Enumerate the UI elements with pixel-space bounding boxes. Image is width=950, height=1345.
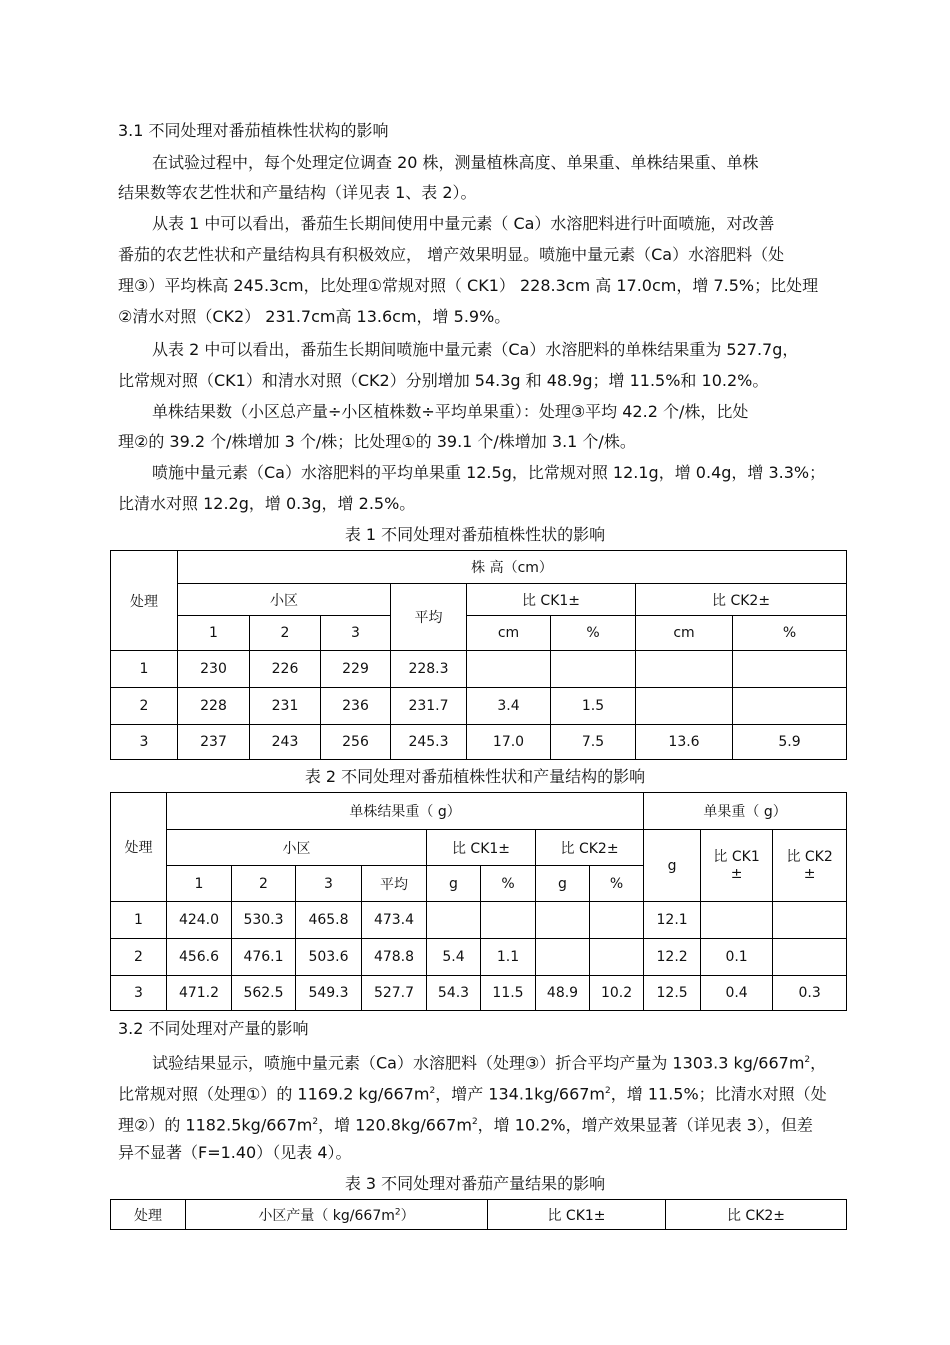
table-cell: 530.3 [232,902,296,939]
table-cell [773,902,847,939]
table-cell: 13.6 [636,725,733,760]
t3-header-yield-end: ） [400,1207,415,1224]
text-run: 理②）的 1182.5kg/667m [118,1115,313,1135]
table-cell: 237 [178,725,250,760]
table-cell: 1 [111,902,167,939]
t2-header-ck2-pct: % [590,866,644,902]
table-cell: 1.1 [481,939,536,976]
paragraph-line: 结果数等农艺性状和产量结构（详见表 1、表 2）。 [118,183,477,202]
superscript: 2 [429,1086,436,1096]
paragraph-line: 比清水对照 12.2g，增 0.3g，增 2.5%。 [118,494,416,513]
t2-header-plot-1: 1 [167,866,232,902]
table1-caption: 表 1 不同处理对番茄植株性状的影响 [344,525,606,544]
table-cell [733,651,847,688]
t2-header-ck1: 比 CK1± [427,830,536,866]
paragraph-line: 理③）平均株高 245.3cm，比处理①常规对照（ CK1） 228.3cm 高 17.0cm，增 7.5%；比处理 [118,276,819,295]
table-row [111,725,847,760]
text-run: ，增 11.5%；比清水对照（处 [610,1084,827,1104]
table2-caption: 表 2 不同处理对番茄植株性状和产量结构的影响 [304,767,646,786]
t1-header-ck1-cm: cm [467,616,551,651]
section-heading-3-2: 3.2 不同处理对产量的影响 [118,1019,309,1038]
t2-header-fruit-g: g [644,830,701,902]
table-cell: 456.6 [167,939,232,976]
table-cell: 527.7 [362,976,427,1011]
table-cell: 465.8 [296,902,362,939]
paragraph-line [118,1081,846,1104]
table-cell: 231 [250,688,321,725]
paragraph-line: 单株结果数（小区总产量÷小区植株数÷平均单果重）：处理③平均 42.2 个/株，比处 [152,402,749,421]
table-cell: 228.3 [391,651,467,688]
table-cell: 562.5 [232,976,296,1011]
t2-header-ck1-g: g [427,866,481,902]
table-cell: 7.5 [551,725,636,760]
table-cell: 54.3 [427,976,481,1011]
t1-header-treatment: 处理 [111,551,178,651]
t3-header-ck2: 比 CK2± [666,1200,847,1230]
t1-header-ck2-cm: cm [636,616,733,651]
paragraph-line: 从表 2 中可以看出，番茄生长期间喷施中量元素（Ca）水溶肥料的单株结果重为 527.7g， [152,340,799,359]
paragraph-line: ②清水对照（CK2） 231.7cm高 13.6cm，增 5.9%。 [118,307,511,326]
table-cell [733,688,847,725]
table-cell [636,688,733,725]
table-cell: 2 [111,939,167,976]
t1-header-plot: 小区 [178,584,391,616]
superscript: 2 [605,1086,611,1096]
table-cell: 476.1 [232,939,296,976]
t1-header-average: 平均 [391,584,467,651]
superscript: 2 [312,1117,319,1127]
table-row [111,688,847,725]
t2-header-plot-3: 3 [296,866,362,902]
table3-caption: 表 3 不同处理对番茄产量结果的影响 [344,1174,606,1193]
table1 [110,550,847,760]
table-cell [701,902,773,939]
t1-header-ck1: 比 CK1± [467,584,636,616]
table-cell [773,939,847,976]
t2-header-plot: 小区 [167,830,427,866]
table-cell: 5.9 [733,725,847,760]
t2-header-plot-avg: 平均 [362,866,427,902]
text-run: ，增产 134.1kg/667m [435,1084,606,1104]
table-cell [536,902,590,939]
t1-header-plot-3: 3 [321,616,391,651]
t2-header-ck1-pct: % [481,866,536,902]
table-cell: 231.7 [391,688,467,725]
t1-header-ck1-pct: % [551,616,636,651]
table-cell: 3 [111,725,178,760]
t2-header-fruit-ck2: 比 CK2 [773,830,847,866]
t2-header-fruit-weight: 单果重（ g） [644,793,847,830]
table-cell: 12.2 [644,939,701,976]
t2-header-ck2-g: g [536,866,590,902]
table-cell [636,651,733,688]
table-cell: 471.2 [167,976,232,1011]
table-cell: 226 [250,651,321,688]
table-cell: 12.5 [644,976,701,1011]
table-cell [481,902,536,939]
section-heading-3-1: 3.1 不同处理对番茄植株性状构的影响 [118,121,389,140]
text-run: 比常规对照（处理①）的 1169.2 kg/667m [118,1084,430,1104]
table-cell [551,651,636,688]
table-cell: 10.2 [590,976,644,1011]
table-cell [590,939,644,976]
table-row [111,939,847,976]
table-cell: 503.6 [296,939,362,976]
text-run: ， [810,1053,827,1073]
text-run: ，增 10.2%，增产效果显著（详见表 3），但差 [477,1115,813,1135]
table-cell: 478.8 [362,939,427,976]
t3-header-treatment: 处理 [111,1200,186,1230]
paragraph-line: 理②的 39.2 个/株增加 3 个/株；比处理①的 39.1 个/株增加 3.1 个/株。 [118,432,636,451]
t3-header-yield-text: 小区产量（ kg/667m [258,1207,395,1224]
t1-header-ck2: 比 CK2± [636,584,847,616]
t3-header-yield [186,1200,488,1230]
table-cell: 236 [321,688,391,725]
t2-header-treatment: 处理 [111,793,167,902]
table-cell: 1 [111,651,178,688]
table-cell [467,651,551,688]
t2-header-plant-weight: 单株结果重（ g） [167,793,644,830]
table2 [110,792,847,1011]
paragraph-line: 番茄的农艺性状和产量结构具有积极效应， 增产效果明显。喷施中量元素（Ca）水溶肥料（处 [118,245,785,264]
table-cell: 243 [250,725,321,760]
paragraph-line: 比常规对照（CK1）和清水对照（CK2）分别增加 54.3g 和 48.9g；增 11.5%和 10.2%。 [118,371,769,390]
superscript: 2 [804,1055,811,1065]
paragraph-line: 在试验过程中，每个处理定位调查 20 株，测量植株高度、单果重、单株结果重、单株 [152,153,759,172]
table-cell: 11.5 [481,976,536,1011]
text-run: 试验结果显示，喷施中量元素（Ca）水溶肥料（处理③）折合平均产量为 1303.3 kg/667m [152,1053,805,1073]
paragraph-line [118,1112,846,1135]
table-cell [427,902,481,939]
t1-header-ck2-pct: % [733,616,847,651]
table-cell: 3.4 [467,688,551,725]
table-cell: 2 [111,688,178,725]
table-cell [536,939,590,976]
paragraph-line [152,1050,846,1073]
paragraph-line: 喷施中量元素（Ca）水溶肥料的平均单果重 12.5g，比常规对照 12.1g，增 0.4g，增 3.3%； [152,463,826,482]
table-cell [590,902,644,939]
table-cell: 3 [111,976,167,1011]
t1-header-plot-2: 2 [250,616,321,651]
table-cell: 549.3 [296,976,362,1011]
table-cell: 12.1 [644,902,701,939]
table-cell: 424.0 [167,902,232,939]
table-row [111,651,847,688]
t3-header-ck1: 比 CK1± [488,1200,666,1230]
table-cell: 1.5 [551,688,636,725]
table-cell: 0.4 [701,976,773,1011]
table-cell: 245.3 [391,725,467,760]
table-cell: 229 [321,651,391,688]
t1-header-height: 株 高（cm） [178,551,847,584]
table-cell: 48.9 [536,976,590,1011]
table-cell: 0.3 [773,976,847,1011]
t2-header-fruit-ck1: 比 CK1 [701,830,773,866]
paragraph-line: 异不显著（F=1.40）（见表 4）。 [118,1143,352,1162]
superscript: 2 [394,1206,401,1217]
superscript: 2 [471,1117,478,1127]
t2-header-fruit-ck2-pm: ± [773,866,847,902]
table-cell: 256 [321,725,391,760]
table-cell: 473.4 [362,902,427,939]
t1-header-plot-1: 1 [178,616,250,651]
table-cell: 17.0 [467,725,551,760]
table-cell: 228 [178,688,250,725]
paragraph-line: 从表 1 中可以看出，番茄生长期间使用中量元素（ Ca）水溶肥料进行叶面喷施，对改善 [152,214,775,233]
table-cell: 5.4 [427,939,481,976]
table-row [111,976,847,1011]
t2-header-plot-2: 2 [232,866,296,902]
table-row [111,902,847,939]
table-cell: 230 [178,651,250,688]
table3 [110,1199,847,1230]
table-cell: 0.1 [701,939,773,976]
t2-header-fruit-ck1-pm: ± [701,866,773,902]
text-run: ，增 120.8kg/667m [318,1115,472,1135]
t2-header-ck2: 比 CK2± [536,830,644,866]
